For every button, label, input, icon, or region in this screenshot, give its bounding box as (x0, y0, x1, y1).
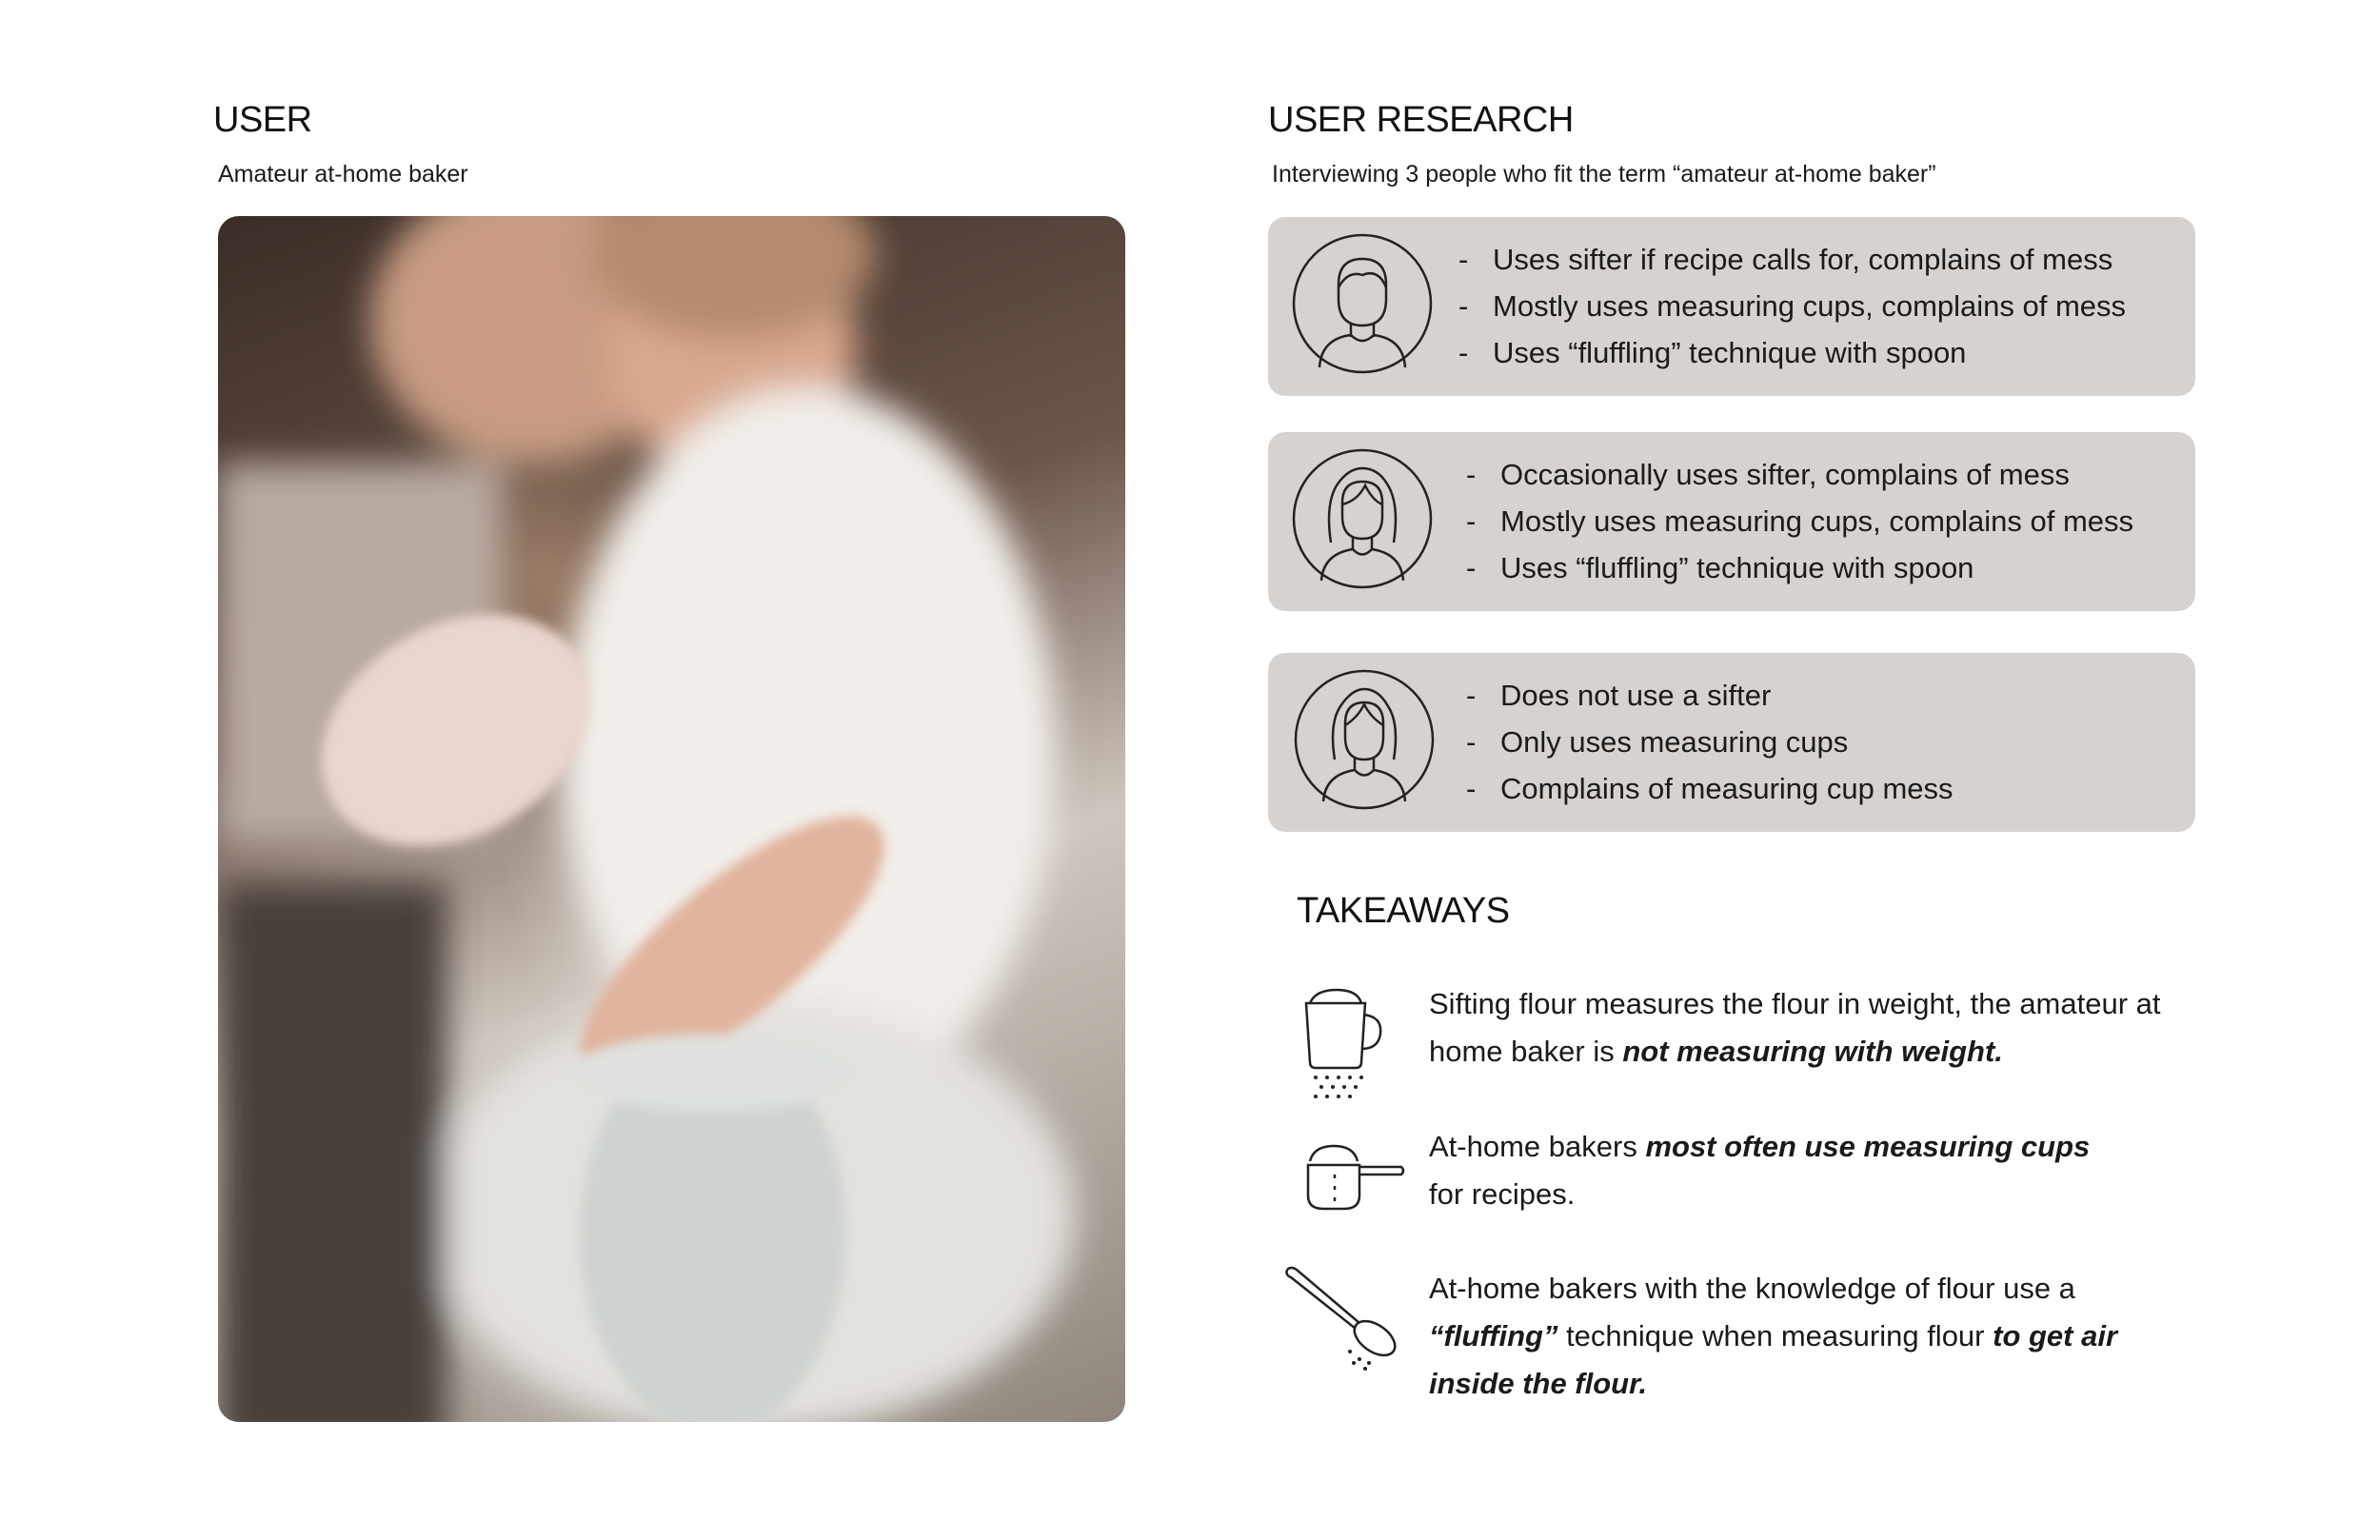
baker-photo (218, 216, 1125, 1422)
participant-note: - Mostly uses measuring cups, complains of mess (1466, 498, 2133, 544)
participant-note: - Complains of measuring cup mess (1466, 765, 1954, 812)
flour-sifter-icon (1295, 986, 1386, 1100)
participant-card (1268, 432, 2195, 611)
user-heading: USER (213, 100, 312, 140)
takeaway-text (1429, 980, 2191, 1076)
woman-avatar-icon (1291, 447, 1434, 590)
takeaway-emphasis: to get air inside the flour. (1429, 1319, 2118, 1400)
takeaways-heading: TAKEAWAYS (1297, 891, 1510, 931)
takeaway-text-part: for recipes. (1429, 1177, 1576, 1211)
takeaway-text (1429, 1123, 2191, 1218)
participant-note: - Does not use a sifter (1466, 672, 1954, 719)
participant-note: - Uses “fluffling” technique with spoon (1466, 544, 2133, 591)
takeaway-emphasis: “fluffing” (1429, 1319, 1558, 1352)
participant-note: - Uses sifter if recipe calls for, complains of mess (1458, 236, 2126, 283)
takeaway-emphasis: most often use measuring cups (1645, 1130, 2091, 1163)
takeaway-text-part: At-home bakers with the knowledge of flour use a (1429, 1272, 2075, 1305)
research-heading: USER RESEARCH (1268, 100, 1574, 140)
research-subtitle: Interviewing 3 people who fit the term “amateur at-home baker” (1272, 161, 1936, 188)
takeaway-text-part: technique when measuring flour (1557, 1319, 1993, 1352)
takeaway-text-part: At-home bakers (1429, 1130, 1646, 1163)
user-subtitle: Amateur at-home baker (218, 161, 468, 188)
spoon-icon (1283, 1264, 1403, 1371)
participant-card (1268, 217, 2195, 396)
participant-note: - Only uses measuring cups (1466, 719, 1954, 765)
participant-note: - Uses “fluffling” technique with spoon (1458, 329, 2126, 376)
man-avatar-icon (1291, 232, 1434, 375)
participant-note: - Occasionally uses sifter, complains of mess (1466, 451, 2133, 498)
takeaway-text (1429, 1265, 2210, 1408)
participant-note: - Mostly uses measuring cups, complains of mess (1458, 283, 2126, 329)
measuring-cup-icon (1304, 1140, 1405, 1213)
takeaway-text-part: Sifting flour measures the flour in weight, the amateur at home baker is (1429, 987, 2161, 1068)
takeaway-emphasis: not measuring with weight. (1622, 1035, 2003, 1068)
woman-avatar-icon (1293, 668, 1436, 811)
participant-card (1268, 653, 2195, 832)
